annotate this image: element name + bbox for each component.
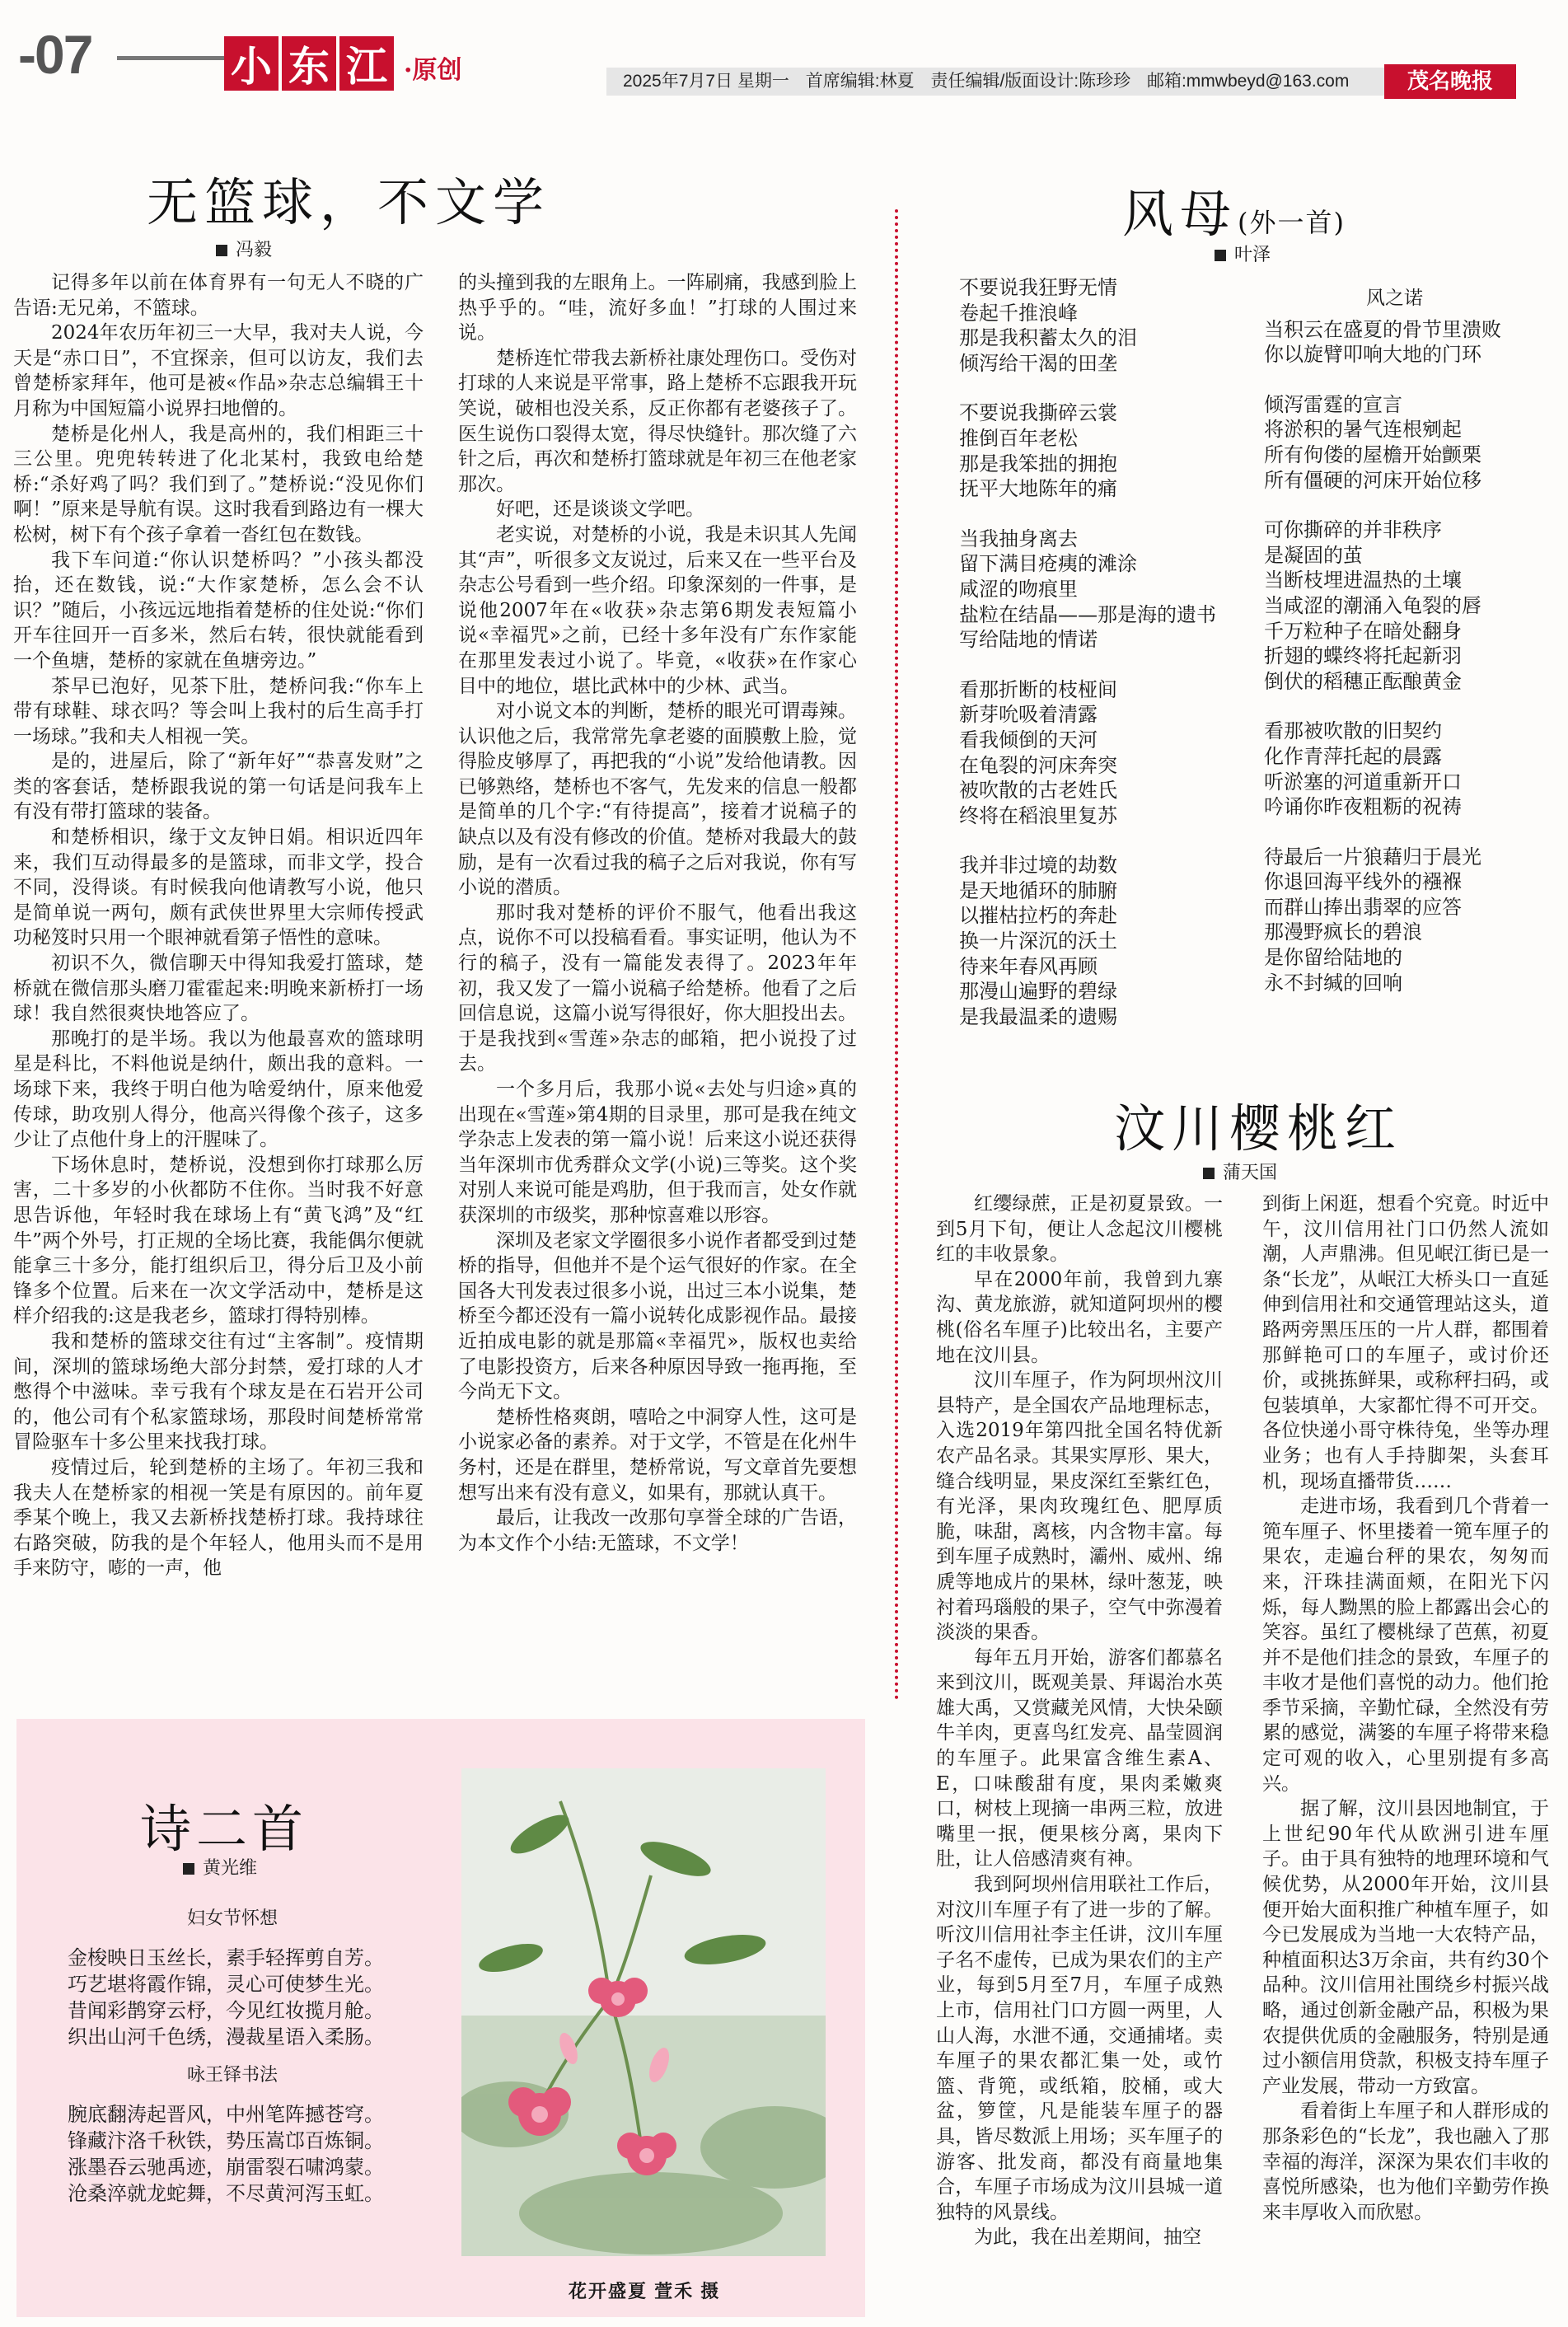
poem-line: 待来年春风再顾: [959, 954, 1098, 978]
poem-title: 咏王铎书法: [186, 2064, 278, 2085]
article2-title: [1122, 173, 1346, 246]
edition-info-bar: [606, 68, 1513, 96]
stanza: [1264, 845, 1544, 996]
paragraph: 深圳及老家文学圈很多小说作者都受到过楚桥的指导，但他并不是个运气很好的作家。在全国各大刊发表过很多小说，出过三本小说集，楚桥至今都还没有一篇小说转化成影视作品。最接近拍成电影的就是那篇«幸福咒»，版权也卖给了电影投资方，后来各种原因导致一拖再拖，至今尚无下文。: [458, 1229, 857, 1403]
poem-line: 看我倾倒的天河: [959, 728, 1098, 751]
article3-author: 蒲天国: [1223, 1162, 1278, 1182]
column-divider: [895, 209, 898, 1701]
paragraph: 汶川车厘子，作为阿坝州汶川县特产，是全国农产品地理标志，入选2019年第四批全国名特优新农产品名录。其果实厚形、果大，缝合线明显，果皮深红至紫红色，有光泽，果肉玫瑰红色、肥厚质脆，味甜，离核，内含物丰富。每到车厘子成熟时，灞州、威州、绵虒等地成片的果林，绿叶葱茏，映衬着玛瑙般的果子，空气中弥漫着淡淡的果香。: [936, 1370, 1223, 1644]
poem-line: 倾泻雷霆的宣言: [1264, 392, 1402, 416]
stanza: [1264, 517, 1544, 694]
stanza: [1264, 392, 1544, 493]
poem-line: 当积云在盛夏的骨节里溃败: [1264, 317, 1501, 341]
poem-line: 那是我积蓄太久的泪: [959, 326, 1137, 350]
page-number-rule: [117, 56, 224, 60]
poem-feng-zhi-nuo: [1264, 285, 1544, 1020]
poem-line: 那漫山遍野的碧绿: [959, 980, 1117, 1004]
chief-editor: 首席编辑:林夏: [805, 72, 915, 91]
poem-line: 留下满目疮痍的滩涂: [959, 552, 1137, 576]
article1-author: 冯毅: [236, 239, 273, 260]
article2-author: 叶泽: [1234, 244, 1271, 265]
paragraph: 到街上闲逛，想看个究竟。时近中午，汶川信用社门口仍然人流如潮，人声鼎沸。但见岷江街已是一条“长龙”，从岷江大桥头口一直延伸到信用社和交通管理站这头，道路两旁黑压压的一片人群，都围着那鲜艳可口的车厘子，或讨价还价，或挑拣鲜果，或称秤扫码，或包装填单，大家都忙得不可开交。各位快递小哥守株待兔，坐等办理业务；也有人手持脚架，头套耳机，现场直播带货……: [1262, 1193, 1549, 1492]
poem-line: 我并非过境的劫数: [959, 854, 1117, 878]
stanza: [959, 275, 1239, 376]
poem-line: 锋藏汴洛千秋铁，势压嵩邙百炼铜。: [68, 2129, 384, 2152]
paragraph: 每年五月开始，游客们都慕名来到汶川，既观美景、拜谒治水英雄大禹，又赏藏羌风情，大快朵颐牛羊肉，更喜鸟红发亮、晶莹圆润的车厘子。此果富含维生素A、E，口味酸甜有度，果肉柔嫩爽口，树枝上现摘一串两三粒，放进嘴里一抿，便果核分离，果肉下肚，让人倍感清爽有神。: [936, 1646, 1223, 1870]
article2-title-text: 风母: [1122, 184, 1238, 244]
paragraph: 的头撞到我的左眼角上。一阵刷痛，我感到脸上热乎乎的。“哇，流好多血！”打球的人围过来说。: [458, 272, 857, 344]
poem-line: 那漫野疯长的碧浪: [1264, 920, 1422, 944]
paragraph: 最后，让我改一改那句享誉全球的广告语，为本文作个小结:无篮球，不文学！: [458, 1507, 857, 1554]
stanza: [959, 853, 1239, 1029]
poem-line: 永不封缄的回响: [1264, 971, 1402, 995]
poem-line: 倾泻给干渴的田垄: [959, 351, 1117, 375]
column-char-2: 东: [282, 36, 336, 91]
poem-line: 可你撕碎的并非秩序: [1264, 518, 1442, 542]
stanza: [1264, 719, 1544, 819]
paragraph: 那晚打的是半场。我以为他最喜欢的篮球明星是科比，不料他说是纳什，颇出我的意料。一场球下来，我终于明白他为啥爱纳什，原来他爱传球，助攻别人得分，他高兴得像个孩子，这多少让了点他什身上的汗腥味了。: [13, 1028, 424, 1151]
edition-date: 2025年7月7日 星期一: [623, 72, 789, 91]
article1-column-2: [458, 270, 857, 1556]
poem-line: 当断枝埋进温热的土壤: [1264, 569, 1462, 592]
poem-line: 巧艺堪将霞作锦，灵心可使梦生光。: [68, 1973, 384, 1996]
paragraph: 对小说文本的判断，楚桥的眼光可谓毒辣。认识他之后，我常常先拿老婆的面膜敷上脸，觉得脸皮够厚了，再把我的“小说”发给他请教。因已够熟络，楚桥也不客气，先发来的信息一般都是简单的几个字:“有待提高”，接着才说稿子的缺点以及有没有修改的价值。楚桥对我最大的鼓励，是有一次看过我的稿子之后对我说，你有写小说的潜质。: [458, 700, 857, 899]
poem-line: 当咸涩的潮涌入龟裂的唇: [1264, 593, 1481, 617]
poem-line: 终将在稻浪里复苏: [959, 803, 1117, 827]
paragraph: 为此，我在出差期间，抽空: [974, 2226, 1201, 2249]
article1-column-1: [13, 270, 424, 1581]
poem-line: 推倒百年老松: [959, 426, 1078, 450]
poem2-title: 风之诺: [1366, 287, 1423, 308]
stanza: [1264, 317, 1544, 368]
poem-line: 腕底翻涛起晋风，中州笔阵撼苍穹。: [68, 2103, 384, 2126]
paragraph: 楚桥连忙带我去新桥社康处理伤口。受伤对打球的人来说是平常事，路上楚桥不忘跟我开玩笑说，破相也没关系，反正你都有老婆孩子了。医生说伤口裂得太宽，得尽快缝针。那次缝了六针之后，再次和楚桥打篮球就是年初三在他老家那次。: [458, 347, 857, 495]
poem-line: 咸涩的吻痕里: [959, 577, 1078, 601]
paragraph: 那时我对楚桥的评价不服气，他看出我这点，说你不可以投稿看看。事实证明，他认为不行的稿子，没有一篇能发表得了。2023年年初，我又发了一篇小说稿子给楚桥。他看了之后回信息说，这篇小说写得很好，你大胆投出去。于是我找到«雪莲»杂志的邮箱，把小说投了过去。: [458, 901, 857, 1075]
paragraph: 好吧，还是谈谈文学吧。: [496, 499, 704, 521]
poem-line: 看那折断的枝桠间: [959, 677, 1117, 701]
paragraph: 2024年农历年初三一大早，我对夫人说，今天是“赤口日”，不宜探亲，但可以访友，我们去曾楚桥家拜年，他可是被«作品»杂志总编辑王十月称为中国短篇小说界扫地僧的。: [13, 322, 424, 419]
poem-womens-day: [68, 1905, 397, 2050]
poem-line: 涨墨吞云驰禹迹，崩雷裂石啸鸿蒙。: [68, 2156, 384, 2179]
paragraph: 老实说，对楚桥的小说，我是未识其人先闻其“声”，听很多文友说过，后来又在一些平台及杂志公号看到一些介绍。印象深刻的一件事，是说他2007年在«收获»杂志第6期发表短篇小说«幸福咒»之前，已经十多年没有广东作家能在那里发表过小说了。毕竟，«收获»在作家心目中的地位，堪比武林中的少林、武当。: [458, 523, 857, 697]
paragraph: 早在2000年前，我曾到九寨沟、黄龙旅游，就知道阿坝州的樱桃(俗名车厘子)比较出名，主要产地在汶川县。: [936, 1268, 1223, 1366]
article3-title: 汶川樱桃红: [1114, 1098, 1403, 1159]
paragraph: 我到阿坝州信用联社工作后，对汶川车厘子有了进一步的了解。听汶川信用社李主任讲，汶川车厘子名不虚传，已成为果农们的主产业，每到5月至7月，车厘子成熟上市，信用社门口方圆一两里，人山人海，水泄不通，交通捕堵。卖车厘子的果农都汇集一处，或竹篮、背篼，或纸箱，胶桶，或大盆，箩筐，凡是能装车厘子的器具，皆尽数派上用场；买车厘子的游客、批发商，都没有商量地集合，车厘子市场成为汶川县城一道独特的风景线。: [936, 1874, 1223, 2223]
paragraph: 楚桥是化州人，我是高州的，我们相距三十三公里。兜兜转转进了化北某村，我致电给楚桥:“杀好鸡了吗？我们到了。”楚桥说:“没见你们啊！”原来是导航有误。这时我看到路边有一棵大松树，树下有个孩子拿着一沓红包在数钱。: [13, 423, 424, 545]
article4-byline: [183, 1854, 257, 1880]
paragraph: 一个多月后，我那小说«去处与归途»真的出现在«雪莲»第4期的目录里，那可是我在纯文学杂志上发表的第一篇小说！后来这小说还获得当年深圳市优秀群众文学(小说)三等奖。这个奖对别人来说可能是鸡肋，但于我而言，处女作就获深圳的市级奖，那种惊喜难以形容。: [458, 1079, 857, 1226]
paragraph: 记得多年以前在体育界有一句无人不晓的广告语:无兄弟，不篮球。: [13, 272, 424, 319]
flower-photo-icon: [461, 1768, 826, 2256]
stanza: [959, 527, 1239, 653]
poem-line: 盐粒在结晶——那是海的遗书: [959, 602, 1216, 626]
column-title: [224, 16, 461, 91]
poem-line: 吟诵你昨夜粗粝的祝祷: [1264, 795, 1462, 819]
column-subtitle: ·原创: [404, 56, 462, 85]
paragraph: 和楚桥相识，缘于文友钟日娟。相识近四年来，我们互动得最多的是篮球，而非文学，投合不同，没得谈。有时候我向他请教写小说，他只是简单说一两句，颇有武侠世界里大宗师传授武功秘笈时只用一个眼神就看第子悟性的意味。: [13, 826, 424, 949]
poem-line: 被吹散的古老姓氏: [959, 779, 1117, 803]
poem-line: 待最后一片狼藉归于晨光: [1264, 845, 1481, 869]
poem-line: 听淤塞的河道重新开口: [1264, 770, 1462, 794]
page-number: -07: [18, 24, 92, 85]
poem-line: 折翅的蝶终将托起新羽: [1264, 644, 1462, 668]
stanza: [959, 400, 1239, 501]
paragraph: 走进市场，我看到几个背着一篼车厘子、怀里搂着一篼车厘子的果农，走遍台秤的果农，匆匆而来，汗珠挂满面颊，在阳光下闪烁，每人黝黑的脸上都露出会心的笑容。虽红了樱桃绿了芭蕉，初夏并不是他们挂念的景致，车厘子的丰收才是他们喜悦的动力。他们抢季节采摘，辛勤忙碌，全然没有劳累的感觉，满篓的车厘子将带来稳定可观的收入，心里别提有多高兴。: [1262, 1496, 1549, 1795]
poem-line: 以摧枯拉朽的奔赴: [959, 904, 1117, 928]
article4-title: 诗二首: [140, 1799, 309, 1859]
poem-line: 是你留给陆地的: [1264, 946, 1402, 970]
paragraph: 疫情过后，轮到楚桥的主场了。年初三我和我夫人在楚桥家的相视一笑是有原因的。前年夏季某个晚上，我又去新桥找楚桥打球。我持球往右路突破，防我的是个年轻人，他用头而不是用手来防守，嘭的一声，他: [13, 1456, 424, 1580]
poem-line: 那是我笨拙的拥抱: [959, 452, 1117, 475]
paragraph: 我下车问道:“你认识楚桥吗？”小孩头都没抬，还在数钱，说:“大作家楚桥，怎么会不认识？”随后，小孩远远地指着楚桥的住处说:“你们开车往回开一百多米，然后右转，很快就能看到一个鱼塘，楚桥的家就在鱼塘旁边。”: [13, 549, 424, 672]
poem-line: 你退回海平线外的襁褓: [1264, 870, 1462, 894]
paragraph: 下场休息时，楚桥说，没想到你打球那么厉害，二十多岁的小伙都防不住你。当时我不好意思告诉他，年轻时我在球场上有“黄飞鸿”及“红牛”两个外号，打正规的全场比赛，我能偶尔便就能拿三十多分，能打组织后卫，得分后卫及小前锋多个位置。后来在一次文学活动中，楚桥是这样介绍我的:这是我老乡，篮球打得特别棒。: [13, 1154, 424, 1327]
page-masthead: [0, 0, 1568, 107]
poem-feng-mu: [959, 275, 1239, 1054]
poem-line: 是凝固的茧: [1264, 543, 1363, 567]
paragraph: 据了解，汶川县因地制宜，于上世纪90年代从欧洲引进车厘子。由于具有独特的地理环境和气候优势，从2000年开始，汶川县便开始大面积推广种植车厘子，如今已发展成为当地一大农特产品，种植面积达3万余亩，共有约30个品种。汶川信用社围绕乡村振兴战略，通过创新金融产品，积极为果农提供优质的金融服务，特别是通过小额信用贷款，积极支持车厘子产业发展，带动一方致富。: [1262, 1798, 1549, 2097]
poem-line: 不要说我狂野无情: [959, 276, 1117, 299]
paragraph: 红缨绿蔗，正是初夏景致。一到5月下旬，便让人念起汶川樱桃红的丰收景象。: [936, 1193, 1223, 1266]
newspaper-brand-logo: 茂名晚报: [1384, 64, 1516, 99]
article2-byline: [1215, 241, 1271, 266]
column-char-3: 江: [339, 36, 394, 91]
paragraph: 我和楚桥的篮球交往有过“主客制”。疫情期间，深圳的篮球场绝大部分封禁，爱打球的人才憋得个中滋味。幸亏我有个球友是在石岩开公司的，他公司有个私家篮球场，那段时间楚桥常常冒险驱车十多公里来找我打球。: [13, 1330, 424, 1454]
poem-line: 看那被吹散的旧契约: [1264, 719, 1442, 743]
poem-line: 沧桑淬就龙蛇舞，不尽黄河泻玉虹。: [68, 2182, 384, 2205]
poem-title: 妇女节怀想: [186, 1908, 278, 1928]
poem-line: 写给陆地的情诺: [959, 628, 1098, 652]
poem-line: 卷起千推浪峰: [959, 301, 1078, 325]
article4-author: 黄光维: [203, 1857, 258, 1878]
poem-line: 所有佝偻的屋檐开始颤栗: [1264, 442, 1481, 466]
paragraph: 是的，进屋后，除了“新年好”“恭喜发财”之类的客套话，楚桥跟我说的第一句话是问我车上有没有带打篮球的装备。: [13, 751, 424, 823]
flower-photo: [461, 1768, 826, 2256]
poem-line: 昔闻彩鹊穿云杼，今见红妆揽月舱。: [68, 1999, 384, 2022]
poem-line: 所有僵硬的河床开始位移: [1264, 468, 1481, 492]
stanza: [959, 677, 1239, 829]
paragraph: 楚桥性格爽朗，嘻哈之中洞穿人性，这可是小说家必备的素养。对于文学，不管是在化州牛务村，还是在群里，楚桥常说，写文章首先要想想写出来有没有意义，如果有，那就认真干。: [458, 1406, 857, 1504]
photo-caption: 花开盛夏 萱禾 摄: [569, 2281, 721, 2301]
paragraph: 看着街上车厘子和人群形成的那条彩色的“长龙”，我也融入了那幸福的海洋，深深为果农们丰收的喜悦所感染，也为他们辛勤劳作换来丰厚收入而欣慰。: [1262, 2100, 1549, 2223]
poem-line: 换一片深沉的沃土: [959, 929, 1117, 953]
poem-line: 你以旋臂叩响大地的门环: [1264, 343, 1481, 367]
poem-line: 是我最温柔的遗赐: [959, 1004, 1117, 1028]
responsible-editor: 责任编辑/版面设计:陈珍珍: [930, 72, 1131, 91]
article1-title: 无篮球，不文学: [147, 172, 551, 232]
poem-line: 是天地循环的肺腑: [959, 878, 1117, 902]
article3-column-1: [936, 1192, 1223, 2250]
poem-line: 当我抽身离去: [959, 527, 1078, 550]
poem-line: 新芽吮吸着清露: [959, 703, 1098, 727]
poem-line: 化作青萍托起的晨露: [1264, 744, 1442, 768]
poem-line: 不要说我撕碎云裳: [959, 401, 1117, 425]
article2-title-suffix: (外一首): [1238, 207, 1346, 238]
paragraph: 茶早已泡好，见茶下肚，楚桥问我:“你车上带有球鞋、球衣吗？等会叫上我村的后生高手打一场球。”我和夫人相视一笑。: [13, 675, 424, 747]
poem-line: 倒伏的稻穗正酝酿黄金: [1264, 669, 1462, 693]
poem-wang-duo-calligraphy: [68, 2062, 397, 2207]
column-char-1: 小: [224, 36, 278, 91]
poem-line: 织出山河千色绣，漫裁星语入柔肠。: [68, 2025, 384, 2048]
article3-byline: [1203, 1159, 1277, 1184]
article1-byline: [216, 236, 272, 261]
poem-line: 在龟裂的河床奔突: [959, 753, 1117, 777]
paragraph: 初识不久，微信聊天中得知我爱打篮球，楚桥就在微信那头磨刀霍霍起来:明晚来新桥打一场球！我自然很爽快地答应了。: [13, 953, 424, 1025]
email-address[interactable]: 邮箱:mmwbeyd@163.com: [1146, 72, 1350, 91]
poem-line: 千万粒种子在暗处翻身: [1264, 619, 1462, 643]
poem-line: 金梭映日玉丝长，素手轻挥剪自芳。: [68, 1946, 384, 1969]
poem-line: 而群山捧出翡翠的应答: [1264, 895, 1462, 919]
article3-column-2: [1262, 1192, 1549, 2225]
poem-line: 抚平大地陈年的痛: [959, 477, 1117, 501]
poem-line: 将淤积的暑气连根剜起: [1264, 418, 1462, 442]
